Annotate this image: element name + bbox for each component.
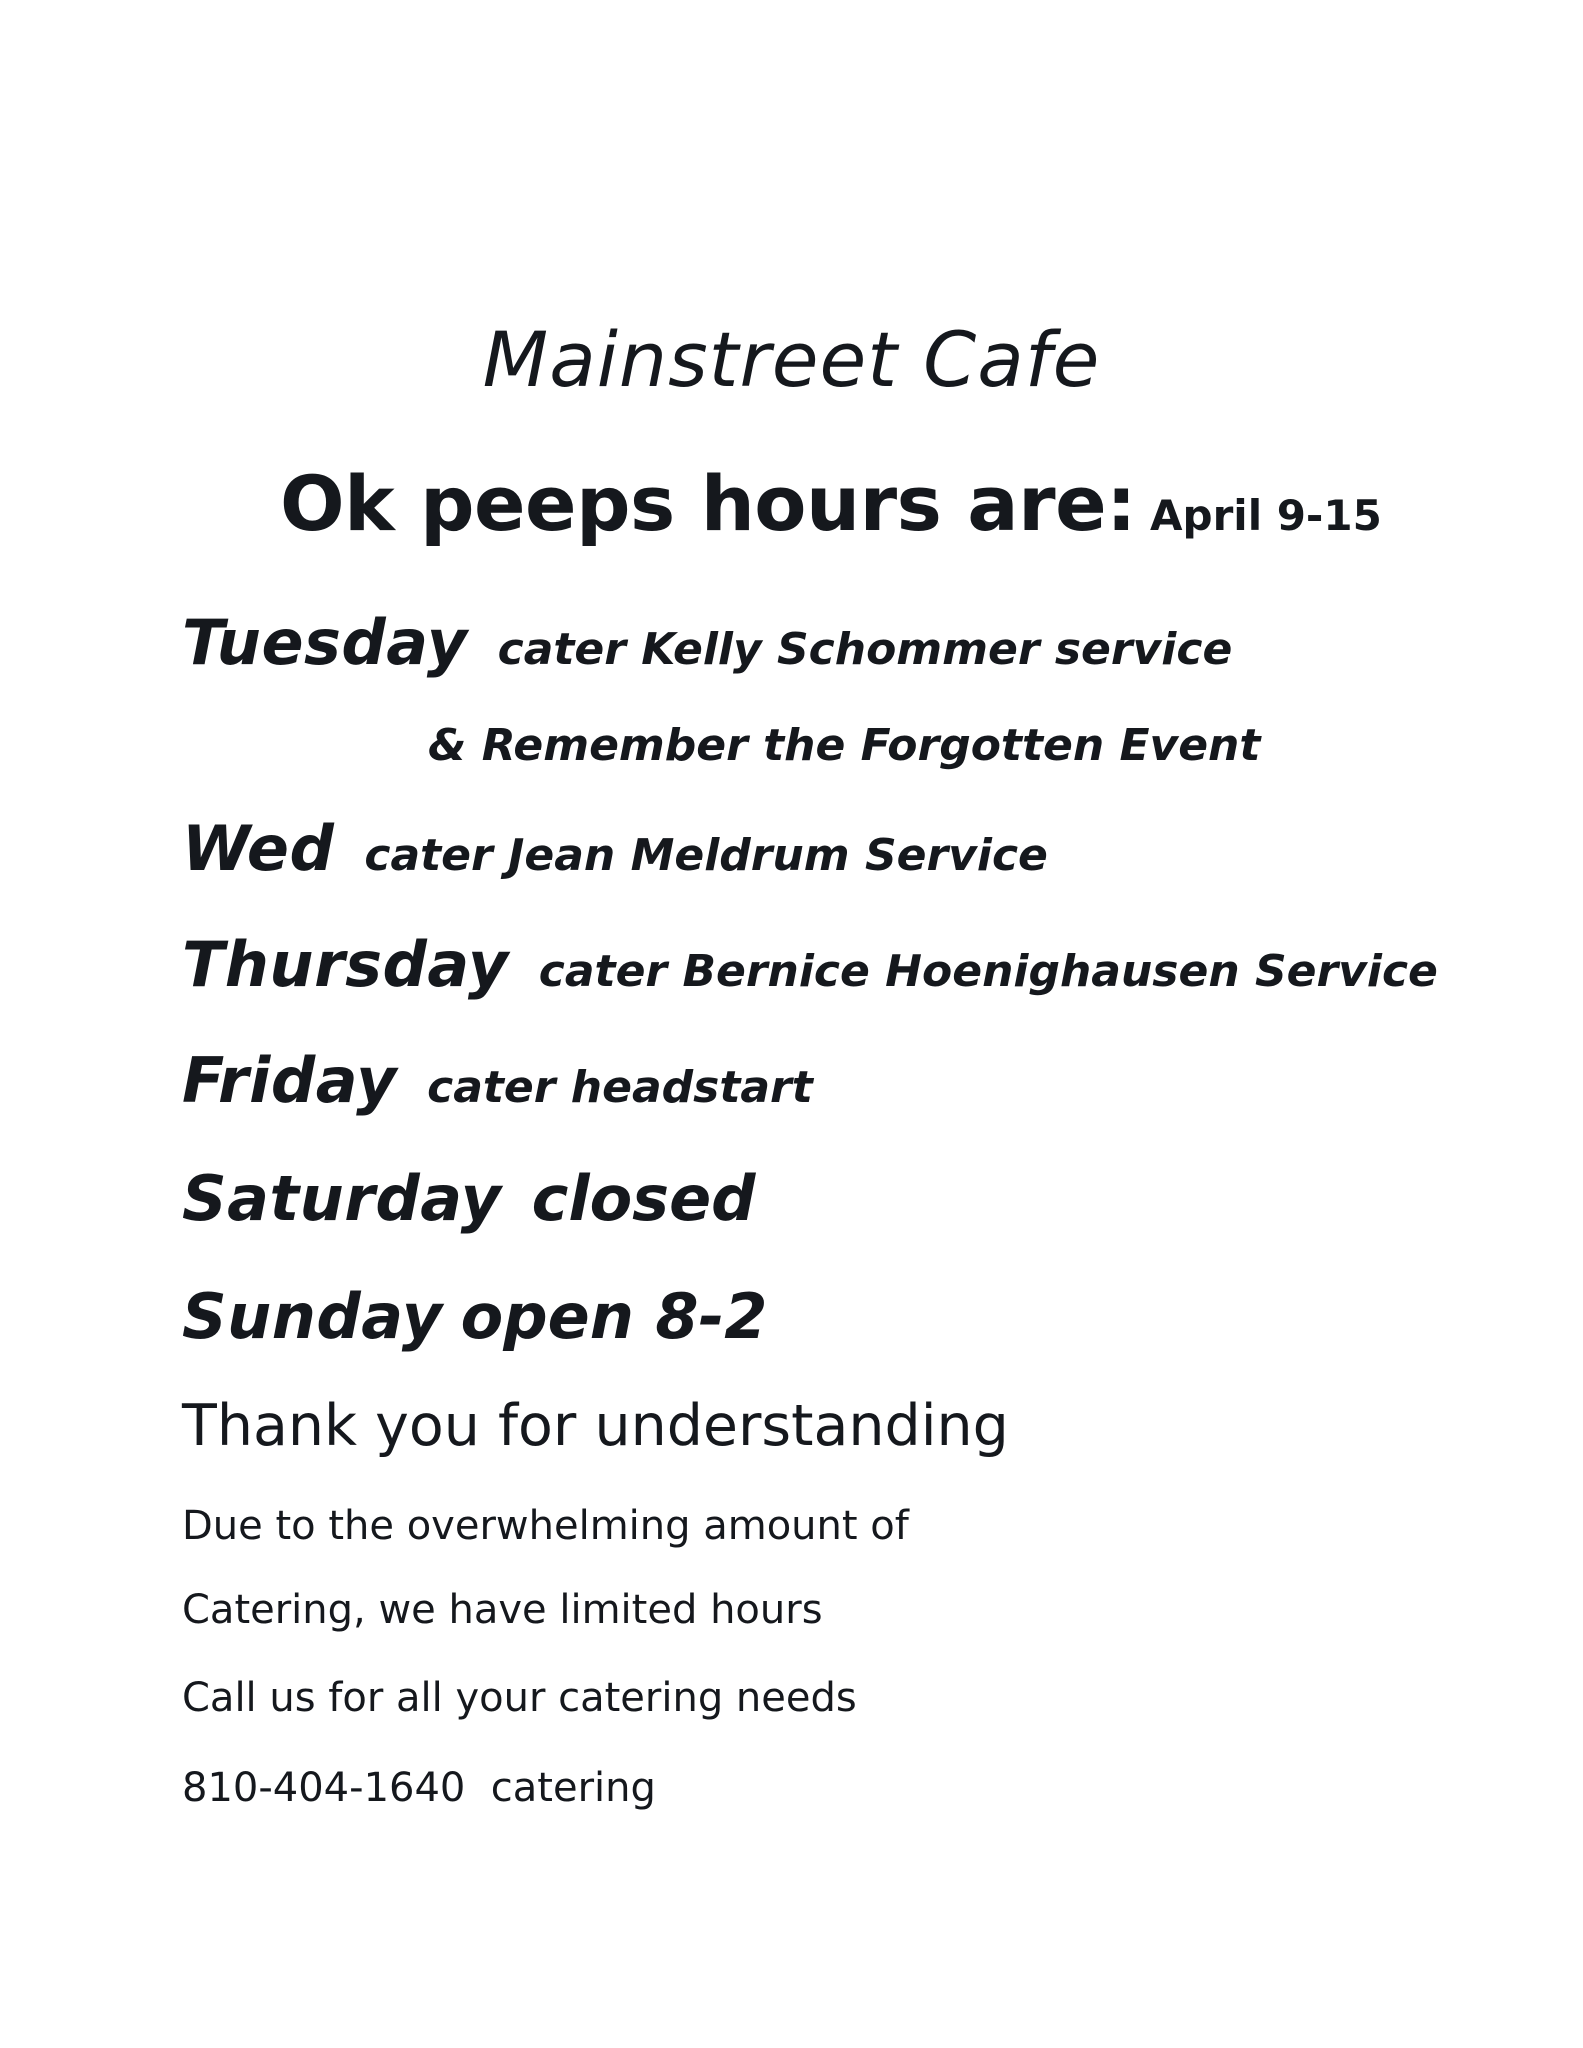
day-detail: closed xyxy=(531,1162,756,1235)
day-label: Sunday xyxy=(182,1280,443,1353)
hours-headline xyxy=(280,459,1382,548)
schedule-row-thursday xyxy=(182,928,1438,1001)
tuesday-continuation: & Remember the Forgotten Event xyxy=(428,720,1261,771)
schedule-row-saturday xyxy=(182,1162,756,1235)
schedule-row-friday xyxy=(182,1044,813,1117)
headline-text: Ok peeps hours are: xyxy=(280,459,1137,548)
note-line: Catering, we have limited hours xyxy=(182,1587,823,1633)
day-detail: open 8-2 xyxy=(460,1280,768,1353)
day-label: Wed xyxy=(182,812,335,885)
date-range: April 9-15 xyxy=(1150,491,1382,540)
day-detail: cater Bernice Hoenighausen Service xyxy=(538,946,1438,997)
day-label: Friday xyxy=(182,1044,398,1117)
schedule-row-tuesday xyxy=(182,606,1233,679)
day-label: Thursday xyxy=(182,928,509,1001)
day-detail: cater Kelly Schommer service xyxy=(497,624,1233,675)
note-line: Due to the overwhelming amount of xyxy=(182,1503,909,1549)
day-detail: cater Jean Meldrum Service xyxy=(364,830,1048,881)
day-label: Saturday xyxy=(182,1162,502,1235)
phone-line: 810-404-1640 catering xyxy=(182,1765,656,1811)
day-label: Tuesday xyxy=(182,606,468,679)
schedule-row-sunday xyxy=(182,1280,768,1353)
thanks-text: Thank you for understanding xyxy=(182,1393,1009,1459)
cafe-name: Mainstreet Cafe xyxy=(482,315,1101,404)
note-line: Call us for all your catering needs xyxy=(182,1675,857,1721)
day-detail: cater headstart xyxy=(427,1062,813,1113)
schedule-row-wed xyxy=(182,812,1048,885)
